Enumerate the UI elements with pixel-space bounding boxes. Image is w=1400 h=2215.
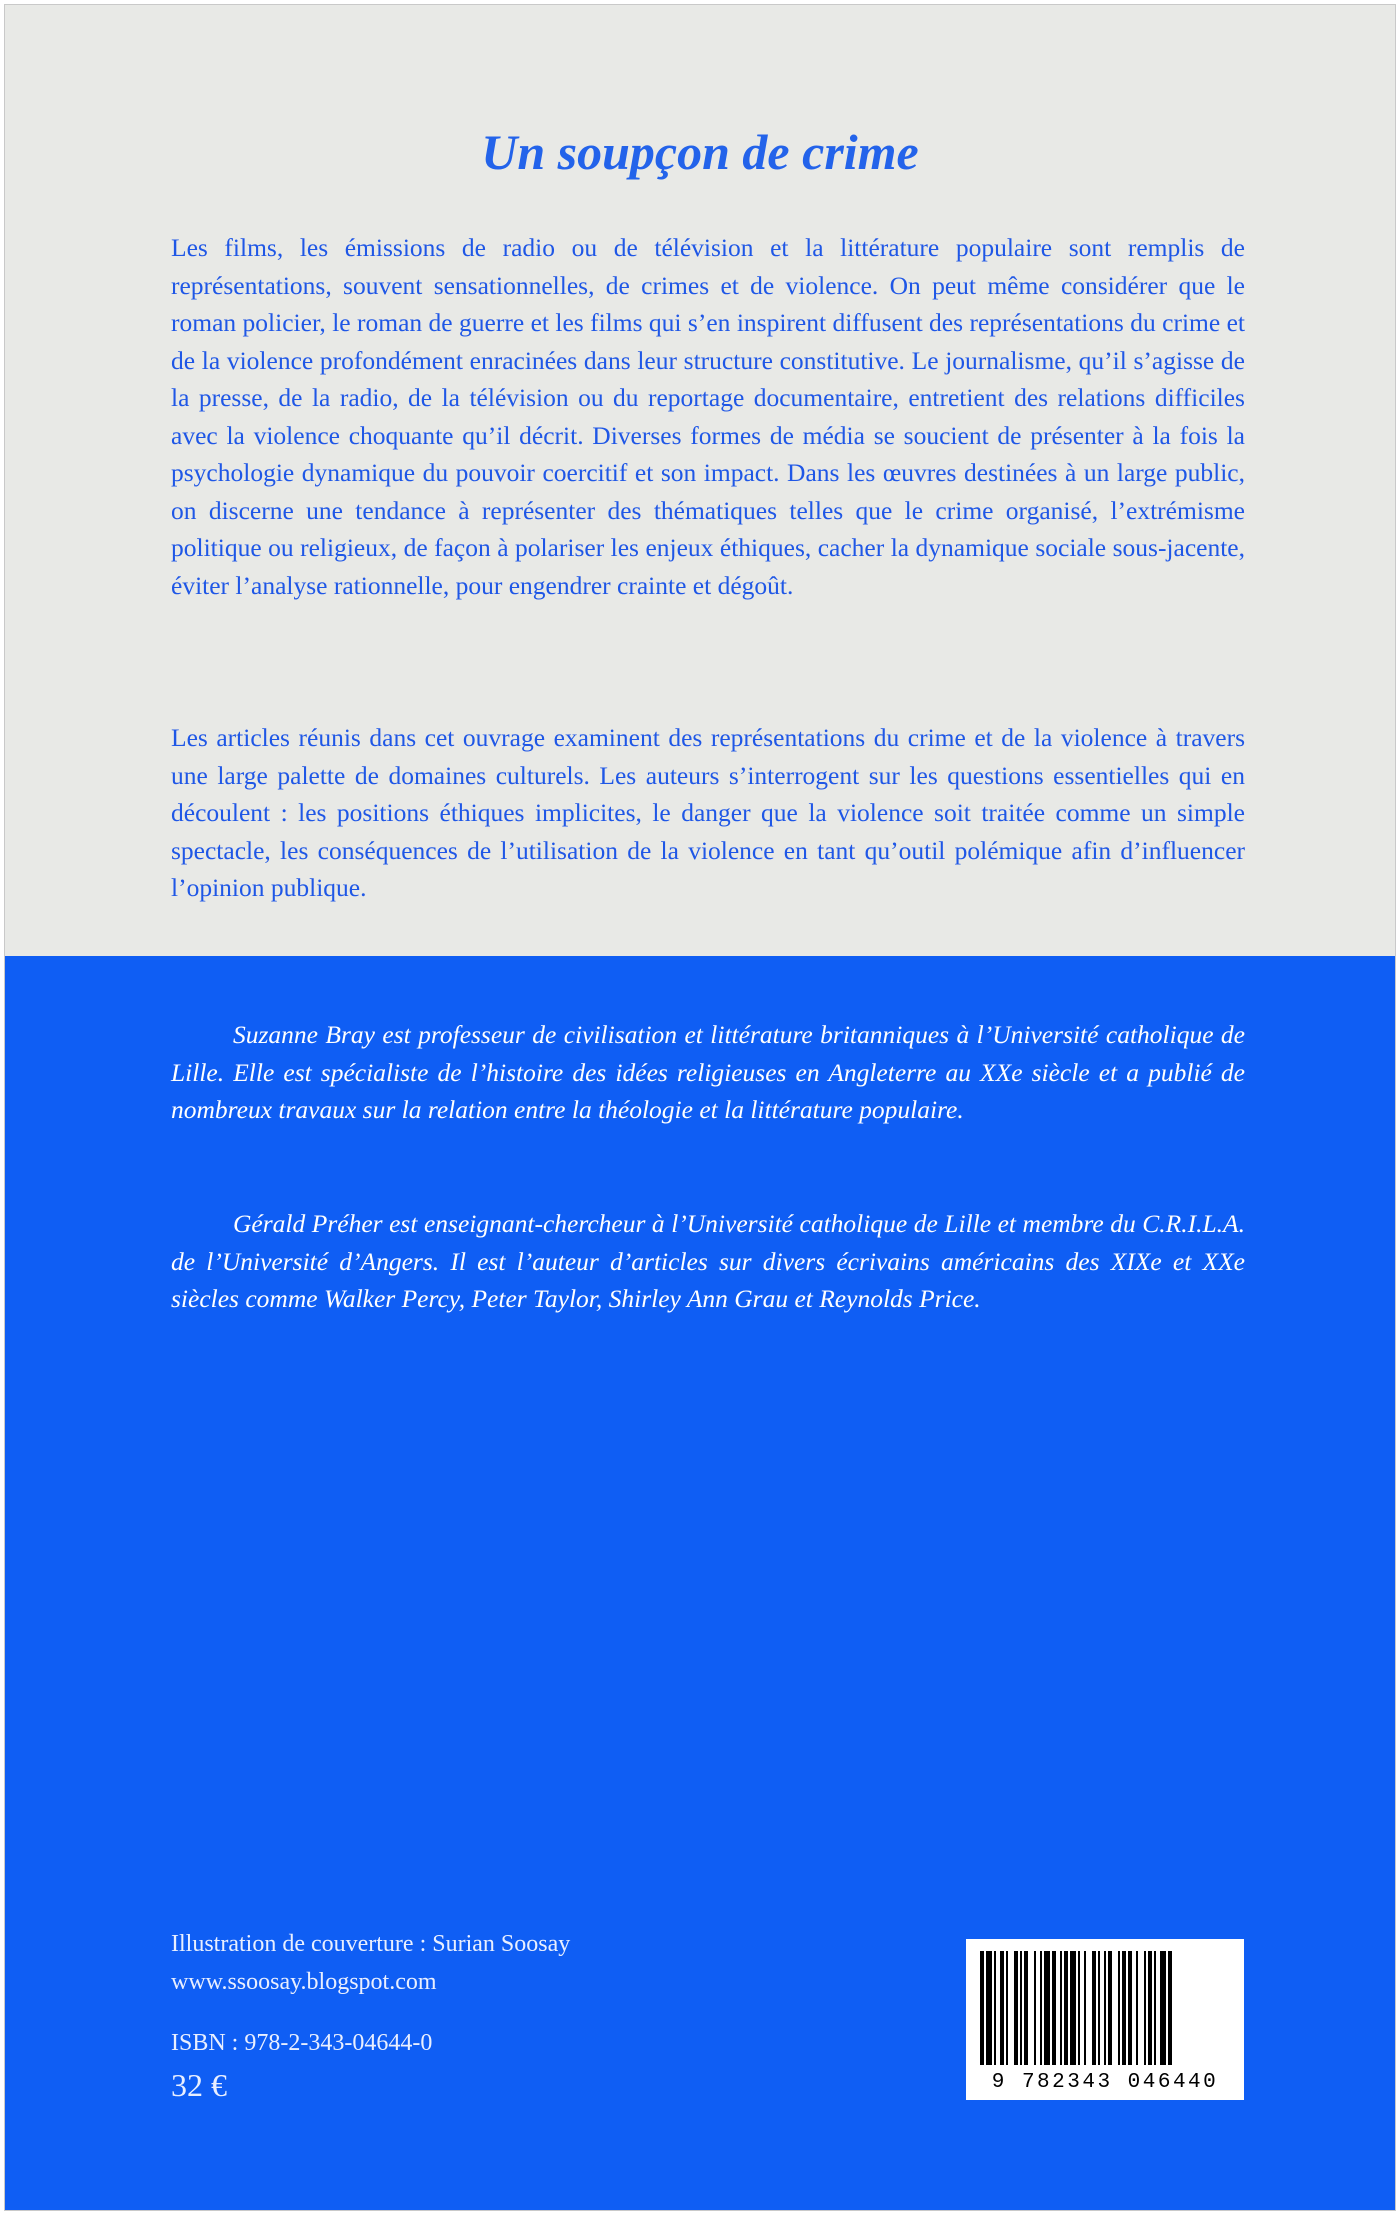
book-title: Un soupçon de crime [481, 124, 919, 180]
book-back-cover [4, 4, 1396, 2211]
barcode-digits: 9 782343 046440 [991, 2071, 1219, 2094]
author-bio-suzanne-bray: Suzanne Bray est professeur de civilisation et littérature britanniques à l’Université catholique de Lille. Elle est spécialiste de l’histoire des idées religieuses en Angleterre au XXe siècle et a publié de nombreux travaux sur la relation entre la théologie et la littérature populaire. [171, 1020, 1245, 1124]
summary-paragraph-2: Les articles réunis dans cet ouvrage examinent des représentations du crime et de la violence à travers une large palette de domaines culturels. Les auteurs s’interrogent sur les questions essentielles qui en découlent : les positions éthiques implicites, le danger que la violence soit traitée comme un simple spectacle, les conséquences de l’utilisation de la violence en tant qu’outil polémique afin d’influencer l’opinion publique. [171, 723, 1245, 902]
cover-credits [171, 1925, 771, 2001]
illustration-credit: Illustration de couverture : Surian Soosay [171, 1931, 571, 1957]
summary-section [5, 5, 1395, 956]
illustrator-website: www.ssoosay.blogspot.com [171, 1969, 437, 1995]
book-price: 32 € [171, 2067, 227, 2103]
barcode-bars [978, 1951, 1232, 2065]
author-bio-gerald-preher: Gérald Préher est enseignant-chercheur à l’Université catholique de Lille et membre du C.R.I.L.A. de l’Université d’Angers. Il est l’auteur d’articles sur divers écrivains américains des XIXe et XXe siècles comme Walker Percy, Peter Taylor, Shirley Ann Grau et Reynolds Price. [171, 1209, 1245, 1313]
isbn-barcode [966, 1939, 1244, 2100]
isbn-number: ISBN : 978-2-343-04644-0 [171, 2030, 433, 2056]
summary-paragraph-1: Les films, les émissions de radio ou de télévision et la littérature populaire sont remplis de représentations, souvent sensationnelles, de crimes et de violence. On peut même considérer que le roman policier, le roman de guerre et les films qui s’en inspirent diffusent des représentations du crime et de la violence profondément enracinées dans leur structure constitutive. Le journalisme, qu’il s’agisse de la presse, de la radio, de la télévision ou du reportage documentaire, entretient des relations difficiles avec la violence choquante qu’il décrit. Diverses formes de média se soucient de présenter à la fois la psychologie dynamique du pouvoir coercitif et son impact. Dans les œuvres destinées à un large public, on discerne une tendance à représenter des thématiques telles que le crime organisé, l’extrémisme politique ou religieux, de façon à polariser les enjeux éthiques, cacher la dynamique sociale sous-jacente, éviter l’analyse rationnelle, pour engendrer crainte et dégoût. [171, 233, 1245, 600]
